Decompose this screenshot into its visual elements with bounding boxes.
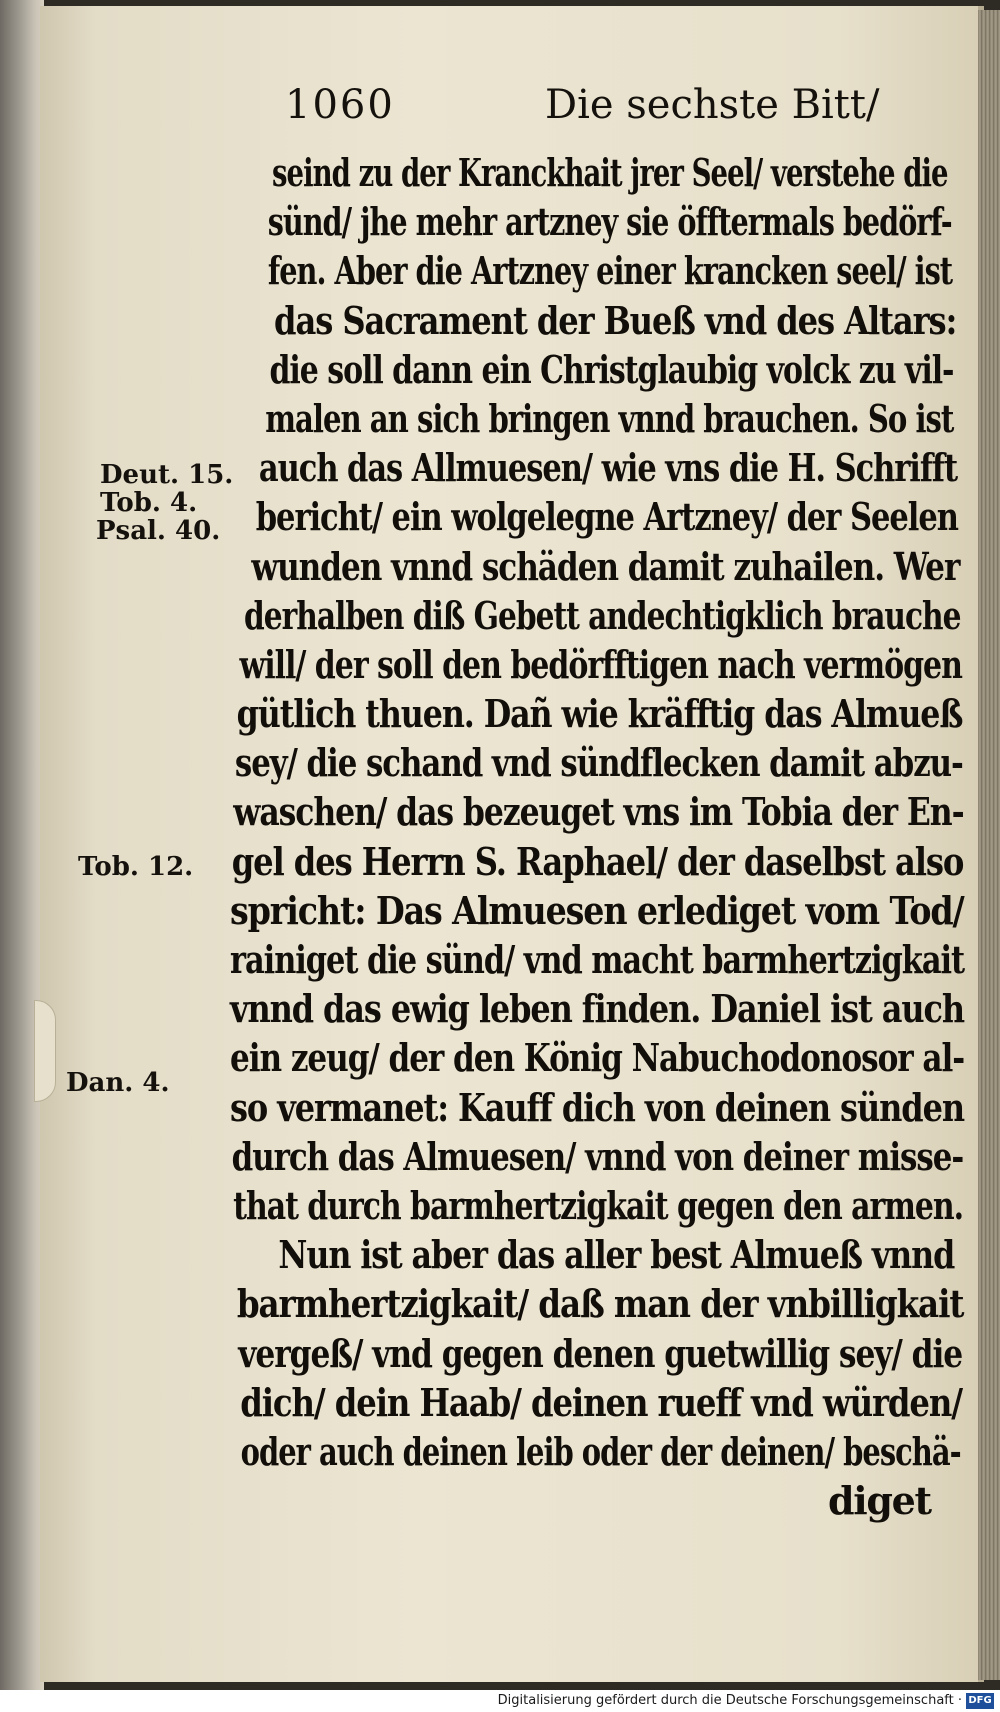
- text-line: that durch barmhertzigkait gegen den armen.: [233, 1182, 964, 1228]
- book-spine: [0, 0, 44, 1690]
- page-header: [285, 82, 965, 142]
- text-line: ein zeug/ der den König Nabuchodonosor al-: [230, 1035, 965, 1081]
- running-title: Die sechste Bitt/: [545, 82, 880, 128]
- text-line: gel des Herrn S. Raphael/ der daselbst also: [231, 838, 964, 884]
- text-line: vergeß/ vnd gegen denen guetwillig sey/ die: [238, 1330, 963, 1376]
- footer-credit: Digitalisierung gefördert durch die Deutsche Forschungsgemeinschaft ·: [497, 1693, 962, 1708]
- text-line: sünd/ jhe mehr artzney sie öfftermals bedörf-: [267, 199, 952, 245]
- text-line: sey/ die schand vnd sündflecken damit abzu-: [234, 740, 963, 786]
- page-tab: [34, 1000, 56, 1102]
- margin-note: Tob. 4.: [100, 488, 198, 518]
- dfg-logo-icon: DFG: [966, 1693, 994, 1709]
- text-line: auch das Allmuesen/ wie vns die H. Schrifft: [258, 445, 958, 491]
- text-line: so vermanet: Kauff dich von deinen sünden: [230, 1084, 965, 1130]
- footer-bar: [0, 1690, 1000, 1712]
- text-line: spricht: Das Almuesen erlediget vom Tod/: [230, 887, 964, 933]
- text-body: [230, 148, 970, 1525]
- catchword: diget: [828, 1478, 931, 1524]
- text-line: malen an sich bringen vnnd brauchen. So ist: [265, 395, 954, 441]
- text-line: barmhertzigkait/ daß man der vnbilligkait: [236, 1281, 964, 1327]
- text-line: durch das Almuesen/ vnnd von deiner misse-: [231, 1133, 964, 1179]
- page-number: 1060: [285, 82, 395, 128]
- text-line: fen. Aber die Artzney einer krancken seel/ ist: [267, 248, 953, 294]
- text-line: bericht/ ein wolgelegne Artzney/ der Seelen: [255, 494, 958, 540]
- text-line: rainiget die sünd/ vnd macht barmhertzigkait: [230, 937, 965, 982]
- margin-note: Dan. 4.: [66, 1068, 170, 1098]
- text-line: will/ der soll den bedörfftigen nach vermögen: [239, 641, 962, 687]
- page-edges: [978, 10, 1000, 1680]
- text-line: waschen/ das bezeuget vns im Tobia der En-: [233, 789, 964, 835]
- text-line: gütlich thuen. Dañ wie kräfftig das Almueß: [236, 691, 963, 737]
- margin-note: Psal. 40.: [96, 516, 221, 546]
- text-line: das Sacrament der Bueß vnd des Altars:: [274, 297, 957, 343]
- text-line: derhalben diß Gebett andechtigklich brauche: [244, 592, 961, 638]
- text-line: dich/ dein Haab/ deinen rueff vnd würden/: [240, 1379, 963, 1425]
- text-line: vnnd das ewig leben finden. Daniel ist auch: [230, 986, 964, 1032]
- margin-note: Deut. 15.: [100, 460, 234, 490]
- text-line: wunden vnnd schäden damit zuhailen. Wer: [251, 543, 960, 589]
- text-line: oder auch deinen leib oder der deinen/ beschä-: [240, 1428, 961, 1474]
- text-line: seind zu der Kranckhait jrer Seel/ verstehe die: [271, 150, 948, 195]
- text-line: Nun ist aber das aller best Almueß vnnd: [278, 1232, 955, 1278]
- text-line: die soll dann ein Christglaubig volck zu vil-: [269, 346, 954, 392]
- margin-note: Tob. 12.: [78, 852, 194, 882]
